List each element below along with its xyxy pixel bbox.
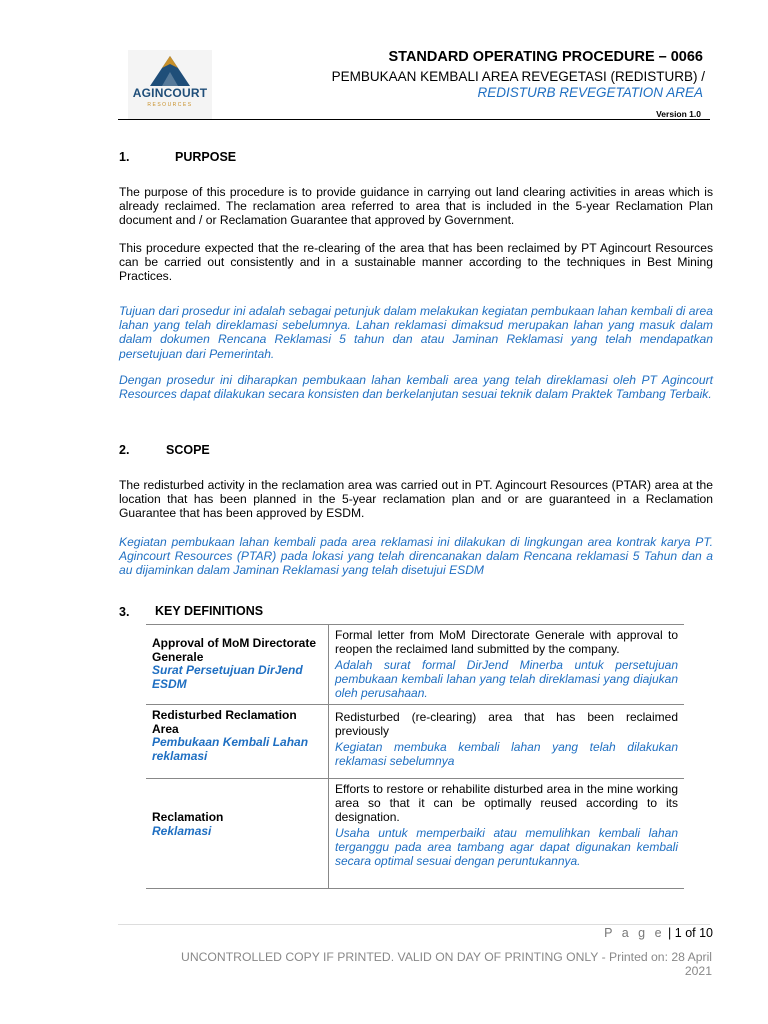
section-number-scope: 2. [119,443,130,457]
scope-paragraph-1: The redisturbed activity in the reclamation area was carried out in PT. Agincourt Resources (PTAR) area at the location that has been planned in the 5-year reclamation plan and or are guaranteed in a Reclamation Guarantee that has been approved by ESDM. [119,478,713,521]
definition-term-cell [146,625,329,705]
definition-term-id: Pembukaan Kembali Lahan reklamasi [152,735,309,763]
definition-desc-cell [329,779,685,889]
table-row [146,779,684,889]
logo-mountain-icon [150,56,190,86]
page-indicator [604,926,713,940]
uncontrolled-notice-line-2: 2021 [684,964,712,978]
footer-divider [118,924,710,925]
definition-term: Redisturbed Reclamation Area [152,708,297,736]
uncontrolled-copy-notice [130,950,712,978]
table-row [146,705,684,779]
definition-desc-id: Kegiatan membuka kembali lahan yang telah dilakukan reklamasi sebelumnya [335,740,678,768]
document-subtitle: PEMBUKAAN KEMBALI AREA REVEGETASI (REDISTURB) / [331,69,705,84]
definition-desc-id: Adalah surat formal DirJend Minerba untuk persetujuan pembukaan kembali lahan yang telah direklamasi yang diajukan oleh perusahaan. [335,658,678,700]
header-divider [118,119,710,120]
definition-desc: Efforts to restore or rehabilite disturbed area in the mine working area so that it can be optimally reused according to its designation. [335,782,678,824]
section-title-definitions: KEY DEFINITIONS [155,604,264,618]
definition-term-id: Reklamasi [152,823,212,838]
section-number-purpose: 1. [119,150,130,164]
section-title-scope: SCOPE [166,443,210,457]
page-label: P a g e [604,926,665,940]
purpose-paragraph-2-id: Dengan prosedur ini diharapkan pembukaan lahan kembali area yang telah direklamasi oleh PT Agincourt Resources dapat dilakukan secara konsisten dan berkelanjutan sesuai teknik dalam Praktek Tambang Terbaik. [119,373,713,402]
logo-subtext: RESOURCES [147,102,193,108]
definition-desc: Redisturbed (re-clearing) area that has been reclaimed previously [335,710,678,738]
section-title-purpose: PURPOSE [175,150,237,164]
definition-desc-cell [329,625,685,705]
document-title: STANDARD OPERATING PROCEDURE – 0066 [388,49,703,65]
definition-term-id: Surat Persetujuan DirJend ESDM [152,663,303,691]
definition-desc-id: Usaha untuk memperbaiki atau memulihkan kembali lahan terganggu pada area tambang agar dapat digunakan kembali secara optimal sesuai dengan peruntukannya. [335,826,678,868]
section-number-definitions: 3. [119,605,130,619]
version-label: Version 1.0 [656,109,701,119]
uncontrolled-notice-line-1: UNCONTROLLED COPY IF PRINTED. VALID ON DAY OF PRINTING ONLY - Printed on: 28 April [181,950,712,964]
table-row [146,625,684,705]
scope-paragraph-1-id: Kegiatan pembukaan lahan kembali pada area reklamasi ini dilakukan di lingkungan area kontrak karya PT. Agincourt Resources (PTAR) pada lokasi yang telah direncanakan dalam Rencana reklamasi 5 Tahun dan a au dijaminkan dalam Jaminan Reklamasi yang telah disetujui ESDM [119,535,713,578]
purpose-paragraph-2: This procedure expected that the re-clearing of the area that has been reclaimed by PT Agincourt Resources can be carried out consistently and in a sustainable manner according to the techniques in Best Mining Practices. [119,241,713,284]
definition-desc-cell [329,705,685,779]
definition-term: Approval of MoM Directorate Generale [152,636,317,664]
definition-term-cell [146,705,329,779]
logo-text: AGINCOURT [132,86,208,100]
purpose-paragraph-1: The purpose of this procedure is to provide guidance in carrying out land clearing activities in areas which is already reclaimed. The reclamation area referred to area that is included in the 5-year Reclamation Plan document and / or Reclamation Guarantee that approved by Government. [119,185,713,228]
definitions-table [146,624,684,889]
page-number: | 1 of 10 [668,926,713,940]
definition-desc: Formal letter from MoM Directorate Generale with approval to reopen the reclaimed land submitted by the company. [335,628,678,656]
document-subtitle-english: REDISTURB REVEGETATION AREA [477,85,703,100]
definition-term-cell [146,779,329,889]
company-logo [128,50,212,120]
purpose-paragraph-1-id: Tujuan dari prosedur ini adalah sebagai petunjuk dalam melakukan kegiatan pembukaan lahan kembali di area lahan yang telah direklamasi sebelumnya. Lahan reklamasi dimaksud merupakan lahan yang masuk dalam dalam dokumen Rencana Reklamasi 5 tahun dan atau Jaminan Reklamasi yang telah mendapatkan persetujuan dari Pemerintah. [119,304,713,361]
definition-term: Reclamation [152,810,224,824]
